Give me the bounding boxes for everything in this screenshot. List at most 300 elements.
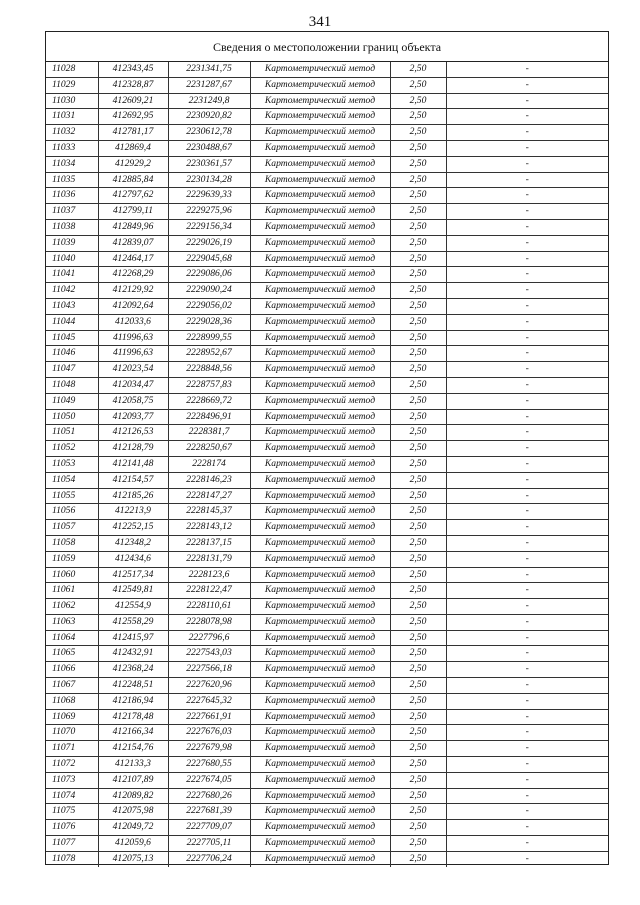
x-coordinate-cell: 412849,96	[98, 219, 168, 235]
x-coordinate-cell: 412075,98	[98, 804, 168, 820]
table-row	[46, 298, 608, 314]
point-number-cell: 11066	[46, 662, 98, 678]
method-cell: Картометрический метод	[250, 520, 390, 536]
table-row	[46, 235, 608, 251]
method-cell: Картометрический метод	[250, 725, 390, 741]
description-cell: -	[446, 472, 608, 488]
accuracy-cell: 2,50	[390, 472, 446, 488]
point-number-cell: 11041	[46, 267, 98, 283]
y-coordinate-cell: 2229028,36	[168, 314, 250, 330]
method-cell: Картометрический метод	[250, 362, 390, 378]
point-number-cell: 11061	[46, 583, 98, 599]
table-row	[46, 709, 608, 725]
table-row	[46, 472, 608, 488]
y-coordinate-cell: 2227796,6	[168, 630, 250, 646]
table-row	[46, 820, 608, 836]
method-cell: Картометрический метод	[250, 204, 390, 220]
x-coordinate-cell: 412464,17	[98, 251, 168, 267]
table-row	[46, 409, 608, 425]
description-cell: -	[446, 520, 608, 536]
method-cell: Картометрический метод	[250, 757, 390, 773]
table-row	[46, 804, 608, 820]
y-coordinate-cell: 2227674,05	[168, 772, 250, 788]
method-cell: Картометрический метод	[250, 314, 390, 330]
table-row	[46, 267, 608, 283]
accuracy-cell: 2,50	[390, 567, 446, 583]
y-coordinate-cell: 2230920,82	[168, 109, 250, 125]
x-coordinate-cell: 412268,29	[98, 267, 168, 283]
accuracy-cell: 2,50	[390, 156, 446, 172]
table-row	[46, 678, 608, 694]
description-cell: -	[446, 504, 608, 520]
y-coordinate-cell: 2228131,79	[168, 551, 250, 567]
table-row	[46, 741, 608, 757]
point-number-cell: 11064	[46, 630, 98, 646]
method-cell: Картометрический метод	[250, 741, 390, 757]
method-cell: Картометрический метод	[250, 156, 390, 172]
coordinates-table-frame	[45, 31, 609, 865]
y-coordinate-cell: 2230361,57	[168, 156, 250, 172]
description-cell: -	[446, 125, 608, 141]
x-coordinate-cell: 412348,2	[98, 535, 168, 551]
point-number-cell: 11053	[46, 456, 98, 472]
accuracy-cell: 2,50	[390, 62, 446, 77]
table-row	[46, 788, 608, 804]
description-cell: -	[446, 488, 608, 504]
method-cell: Картометрический метод	[250, 125, 390, 141]
accuracy-cell: 2,50	[390, 267, 446, 283]
x-coordinate-cell: 412248,51	[98, 678, 168, 694]
point-number-cell: 11051	[46, 425, 98, 441]
method-cell: Картометрический метод	[250, 614, 390, 630]
accuracy-cell: 2,50	[390, 488, 446, 504]
description-cell: -	[446, 346, 608, 362]
point-number-cell: 11028	[46, 62, 98, 77]
y-coordinate-cell: 2231249,8	[168, 93, 250, 109]
point-number-cell: 11076	[46, 820, 98, 836]
y-coordinate-cell: 2228174	[168, 456, 250, 472]
x-coordinate-cell: 412554,9	[98, 599, 168, 615]
method-cell: Картометрический метод	[250, 109, 390, 125]
x-coordinate-cell: 412107,89	[98, 772, 168, 788]
y-coordinate-cell: 2229275,96	[168, 204, 250, 220]
description-cell: -	[446, 441, 608, 457]
table-row	[46, 583, 608, 599]
accuracy-cell: 2,50	[390, 125, 446, 141]
point-number-cell: 11072	[46, 757, 98, 773]
description-cell: -	[446, 109, 608, 125]
description-cell: -	[446, 741, 608, 757]
x-coordinate-cell: 412328,87	[98, 77, 168, 93]
accuracy-cell: 2,50	[390, 662, 446, 678]
description-cell: -	[446, 709, 608, 725]
description-cell: -	[446, 551, 608, 567]
description-cell: -	[446, 646, 608, 662]
table-title: Сведения о местоположении границ объекта	[46, 32, 608, 62]
point-number-cell: 11029	[46, 77, 98, 93]
y-coordinate-cell: 2230134,28	[168, 172, 250, 188]
point-number-cell: 11037	[46, 204, 98, 220]
accuracy-cell: 2,50	[390, 298, 446, 314]
point-number-cell: 11071	[46, 741, 98, 757]
x-coordinate-cell: 412839,07	[98, 235, 168, 251]
method-cell: Картометрический метод	[250, 251, 390, 267]
description-cell: -	[446, 62, 608, 77]
accuracy-cell: 2,50	[390, 772, 446, 788]
table-row	[46, 109, 608, 125]
y-coordinate-cell: 2228496,91	[168, 409, 250, 425]
description-cell: -	[446, 456, 608, 472]
method-cell: Картометрический метод	[250, 393, 390, 409]
y-coordinate-cell: 2228999,55	[168, 330, 250, 346]
point-number-cell: 11042	[46, 283, 98, 299]
accuracy-cell: 2,50	[390, 140, 446, 156]
x-coordinate-cell: 412929,2	[98, 156, 168, 172]
accuracy-cell: 2,50	[390, 504, 446, 520]
x-coordinate-cell: 412432,91	[98, 646, 168, 662]
method-cell: Картометрический метод	[250, 93, 390, 109]
description-cell: -	[446, 219, 608, 235]
accuracy-cell: 2,50	[390, 235, 446, 251]
accuracy-cell: 2,50	[390, 836, 446, 852]
y-coordinate-cell: 2231341,75	[168, 62, 250, 77]
y-coordinate-cell: 2228145,37	[168, 504, 250, 520]
accuracy-cell: 2,50	[390, 725, 446, 741]
description-cell: -	[446, 820, 608, 836]
accuracy-cell: 2,50	[390, 172, 446, 188]
accuracy-cell: 2,50	[390, 330, 446, 346]
description-cell: -	[446, 535, 608, 551]
point-number-cell: 11056	[46, 504, 98, 520]
point-number-cell: 11033	[46, 140, 98, 156]
y-coordinate-cell: 2227705,11	[168, 836, 250, 852]
description-cell: -	[446, 172, 608, 188]
accuracy-cell: 2,50	[390, 441, 446, 457]
description-cell: -	[446, 204, 608, 220]
y-coordinate-cell: 2228757,83	[168, 377, 250, 393]
table-row	[46, 377, 608, 393]
y-coordinate-cell: 2228123,6	[168, 567, 250, 583]
method-cell: Картометрический метод	[250, 472, 390, 488]
accuracy-cell: 2,50	[390, 757, 446, 773]
point-number-cell: 11075	[46, 804, 98, 820]
description-cell: -	[446, 630, 608, 646]
x-coordinate-cell: 412033,6	[98, 314, 168, 330]
y-coordinate-cell: 2228122,47	[168, 583, 250, 599]
x-coordinate-cell: 412178,48	[98, 709, 168, 725]
accuracy-cell: 2,50	[390, 678, 446, 694]
accuracy-cell: 2,50	[390, 583, 446, 599]
description-cell: -	[446, 836, 608, 852]
table-row	[46, 62, 608, 77]
method-cell: Картометрический метод	[250, 62, 390, 77]
table-row	[46, 251, 608, 267]
y-coordinate-cell: 2228848,56	[168, 362, 250, 378]
method-cell: Картометрический метод	[250, 583, 390, 599]
accuracy-cell: 2,50	[390, 188, 446, 204]
point-number-cell: 11069	[46, 709, 98, 725]
table-row	[46, 125, 608, 141]
method-cell: Картометрический метод	[250, 535, 390, 551]
table-row	[46, 646, 608, 662]
accuracy-cell: 2,50	[390, 93, 446, 109]
x-coordinate-cell: 411996,63	[98, 346, 168, 362]
point-number-cell: 11036	[46, 188, 98, 204]
accuracy-cell: 2,50	[390, 693, 446, 709]
method-cell: Картометрический метод	[250, 804, 390, 820]
coordinates-table	[46, 62, 608, 867]
x-coordinate-cell: 412089,82	[98, 788, 168, 804]
y-coordinate-cell: 2227679,98	[168, 741, 250, 757]
y-coordinate-cell: 2229639,33	[168, 188, 250, 204]
description-cell: -	[446, 188, 608, 204]
accuracy-cell: 2,50	[390, 520, 446, 536]
x-coordinate-cell: 412075,13	[98, 851, 168, 866]
method-cell: Картометрический метод	[250, 283, 390, 299]
accuracy-cell: 2,50	[390, 741, 446, 757]
description-cell: -	[446, 267, 608, 283]
table-row	[46, 188, 608, 204]
method-cell: Картометрический метод	[250, 662, 390, 678]
point-number-cell: 11032	[46, 125, 98, 141]
method-cell: Картометрический метод	[250, 235, 390, 251]
y-coordinate-cell: 2227620,96	[168, 678, 250, 694]
y-coordinate-cell: 2228146,23	[168, 472, 250, 488]
point-number-cell: 11073	[46, 772, 98, 788]
point-number-cell: 11044	[46, 314, 98, 330]
description-cell: -	[446, 283, 608, 299]
description-cell: -	[446, 235, 608, 251]
table-row	[46, 425, 608, 441]
table-row	[46, 599, 608, 615]
table-row	[46, 393, 608, 409]
y-coordinate-cell: 2228952,67	[168, 346, 250, 362]
table-row	[46, 757, 608, 773]
description-cell: -	[446, 77, 608, 93]
description-cell: -	[446, 314, 608, 330]
x-coordinate-cell: 412368,24	[98, 662, 168, 678]
x-coordinate-cell: 412781,17	[98, 125, 168, 141]
accuracy-cell: 2,50	[390, 393, 446, 409]
point-number-cell: 11052	[46, 441, 98, 457]
x-coordinate-cell: 412185,26	[98, 488, 168, 504]
y-coordinate-cell: 2227706,24	[168, 851, 250, 866]
table-row	[46, 204, 608, 220]
point-number-cell: 11039	[46, 235, 98, 251]
point-number-cell: 11058	[46, 535, 98, 551]
point-number-cell: 11045	[46, 330, 98, 346]
y-coordinate-cell: 2230488,67	[168, 140, 250, 156]
description-cell: -	[446, 156, 608, 172]
description-cell: -	[446, 251, 608, 267]
y-coordinate-cell: 2227543,03	[168, 646, 250, 662]
y-coordinate-cell: 2229045,68	[168, 251, 250, 267]
table-row	[46, 614, 608, 630]
point-number-cell: 11038	[46, 219, 98, 235]
x-coordinate-cell: 412034,47	[98, 377, 168, 393]
x-coordinate-cell: 412213,9	[98, 504, 168, 520]
point-number-cell: 11077	[46, 836, 98, 852]
method-cell: Картометрический метод	[250, 188, 390, 204]
y-coordinate-cell: 2231287,67	[168, 77, 250, 93]
table-row	[46, 630, 608, 646]
table-row	[46, 140, 608, 156]
accuracy-cell: 2,50	[390, 362, 446, 378]
description-cell: -	[446, 757, 608, 773]
description-cell: -	[446, 678, 608, 694]
x-coordinate-cell: 412049,72	[98, 820, 168, 836]
x-coordinate-cell: 412885,84	[98, 172, 168, 188]
x-coordinate-cell: 412799,11	[98, 204, 168, 220]
method-cell: Картометрический метод	[250, 599, 390, 615]
point-number-cell: 11050	[46, 409, 98, 425]
accuracy-cell: 2,50	[390, 551, 446, 567]
x-coordinate-cell: 412141,48	[98, 456, 168, 472]
point-number-cell: 11040	[46, 251, 98, 267]
description-cell: -	[446, 140, 608, 156]
point-number-cell: 11035	[46, 172, 98, 188]
x-coordinate-cell: 412166,34	[98, 725, 168, 741]
accuracy-cell: 2,50	[390, 535, 446, 551]
point-number-cell: 11054	[46, 472, 98, 488]
description-cell: -	[446, 583, 608, 599]
description-cell: -	[446, 93, 608, 109]
table-row	[46, 456, 608, 472]
description-cell: -	[446, 409, 608, 425]
point-number-cell: 11067	[46, 678, 98, 694]
y-coordinate-cell: 2227676,03	[168, 725, 250, 741]
point-number-cell: 11074	[46, 788, 98, 804]
accuracy-cell: 2,50	[390, 630, 446, 646]
point-number-cell: 11068	[46, 693, 98, 709]
method-cell: Картометрический метод	[250, 346, 390, 362]
y-coordinate-cell: 2229056,02	[168, 298, 250, 314]
method-cell: Картометрический метод	[250, 425, 390, 441]
table-body	[46, 62, 608, 867]
y-coordinate-cell: 2227645,32	[168, 693, 250, 709]
y-coordinate-cell: 2228147,27	[168, 488, 250, 504]
table-row	[46, 93, 608, 109]
point-number-cell: 11063	[46, 614, 98, 630]
table-row	[46, 772, 608, 788]
method-cell: Картометрический метод	[250, 630, 390, 646]
description-cell: -	[446, 425, 608, 441]
method-cell: Картометрический метод	[250, 820, 390, 836]
x-coordinate-cell: 412059,6	[98, 836, 168, 852]
x-coordinate-cell: 412092,64	[98, 298, 168, 314]
table-row	[46, 172, 608, 188]
table-row	[46, 283, 608, 299]
y-coordinate-cell: 2227661,91	[168, 709, 250, 725]
point-number-cell: 11047	[46, 362, 98, 378]
point-number-cell: 11057	[46, 520, 98, 536]
table-row	[46, 346, 608, 362]
point-number-cell: 11048	[46, 377, 98, 393]
table-row	[46, 362, 608, 378]
accuracy-cell: 2,50	[390, 599, 446, 615]
description-cell: -	[446, 567, 608, 583]
x-coordinate-cell: 412154,57	[98, 472, 168, 488]
table-row	[46, 441, 608, 457]
accuracy-cell: 2,50	[390, 709, 446, 725]
x-coordinate-cell: 412126,53	[98, 425, 168, 441]
accuracy-cell: 2,50	[390, 614, 446, 630]
x-coordinate-cell: 412549,81	[98, 583, 168, 599]
method-cell: Картометрический метод	[250, 551, 390, 567]
x-coordinate-cell: 412186,94	[98, 693, 168, 709]
accuracy-cell: 2,50	[390, 788, 446, 804]
table-row	[46, 662, 608, 678]
table-row	[46, 156, 608, 172]
method-cell: Картометрический метод	[250, 77, 390, 93]
method-cell: Картометрический метод	[250, 836, 390, 852]
accuracy-cell: 2,50	[390, 283, 446, 299]
method-cell: Картометрический метод	[250, 330, 390, 346]
table-row	[46, 836, 608, 852]
x-coordinate-cell: 412434,6	[98, 551, 168, 567]
method-cell: Картометрический метод	[250, 219, 390, 235]
accuracy-cell: 2,50	[390, 820, 446, 836]
accuracy-cell: 2,50	[390, 804, 446, 820]
x-coordinate-cell: 412517,34	[98, 567, 168, 583]
y-coordinate-cell: 2228143,12	[168, 520, 250, 536]
method-cell: Картометрический метод	[250, 693, 390, 709]
y-coordinate-cell: 2227681,39	[168, 804, 250, 820]
page-number: 341	[308, 14, 332, 30]
y-coordinate-cell: 2227680,55	[168, 757, 250, 773]
accuracy-cell: 2,50	[390, 456, 446, 472]
accuracy-cell: 2,50	[390, 251, 446, 267]
x-coordinate-cell: 412093,77	[98, 409, 168, 425]
accuracy-cell: 2,50	[390, 425, 446, 441]
x-coordinate-cell: 412692,95	[98, 109, 168, 125]
x-coordinate-cell: 412154,76	[98, 741, 168, 757]
point-number-cell: 11046	[46, 346, 98, 362]
description-cell: -	[446, 377, 608, 393]
description-cell: -	[446, 298, 608, 314]
accuracy-cell: 2,50	[390, 377, 446, 393]
method-cell: Картометрический метод	[250, 567, 390, 583]
method-cell: Картометрический метод	[250, 441, 390, 457]
description-cell: -	[446, 851, 608, 866]
y-coordinate-cell: 2229086,06	[168, 267, 250, 283]
x-coordinate-cell: 412252,15	[98, 520, 168, 536]
table-row	[46, 314, 608, 330]
table-row	[46, 725, 608, 741]
x-coordinate-cell: 412023,54	[98, 362, 168, 378]
y-coordinate-cell: 2227680,26	[168, 788, 250, 804]
method-cell: Картометрический метод	[250, 140, 390, 156]
accuracy-cell: 2,50	[390, 314, 446, 330]
accuracy-cell: 2,50	[390, 77, 446, 93]
y-coordinate-cell: 2228381,7	[168, 425, 250, 441]
y-coordinate-cell: 2227709,07	[168, 820, 250, 836]
description-cell: -	[446, 693, 608, 709]
point-number-cell: 11062	[46, 599, 98, 615]
y-coordinate-cell: 2229090,24	[168, 283, 250, 299]
method-cell: Картометрический метод	[250, 267, 390, 283]
method-cell: Картометрический метод	[250, 298, 390, 314]
table-row	[46, 535, 608, 551]
description-cell: -	[446, 393, 608, 409]
x-coordinate-cell: 412558,29	[98, 614, 168, 630]
x-coordinate-cell: 412129,92	[98, 283, 168, 299]
accuracy-cell: 2,50	[390, 851, 446, 866]
method-cell: Картометрический метод	[250, 456, 390, 472]
description-cell: -	[446, 725, 608, 741]
x-coordinate-cell: 412128,79	[98, 441, 168, 457]
method-cell: Картометрический метод	[250, 504, 390, 520]
